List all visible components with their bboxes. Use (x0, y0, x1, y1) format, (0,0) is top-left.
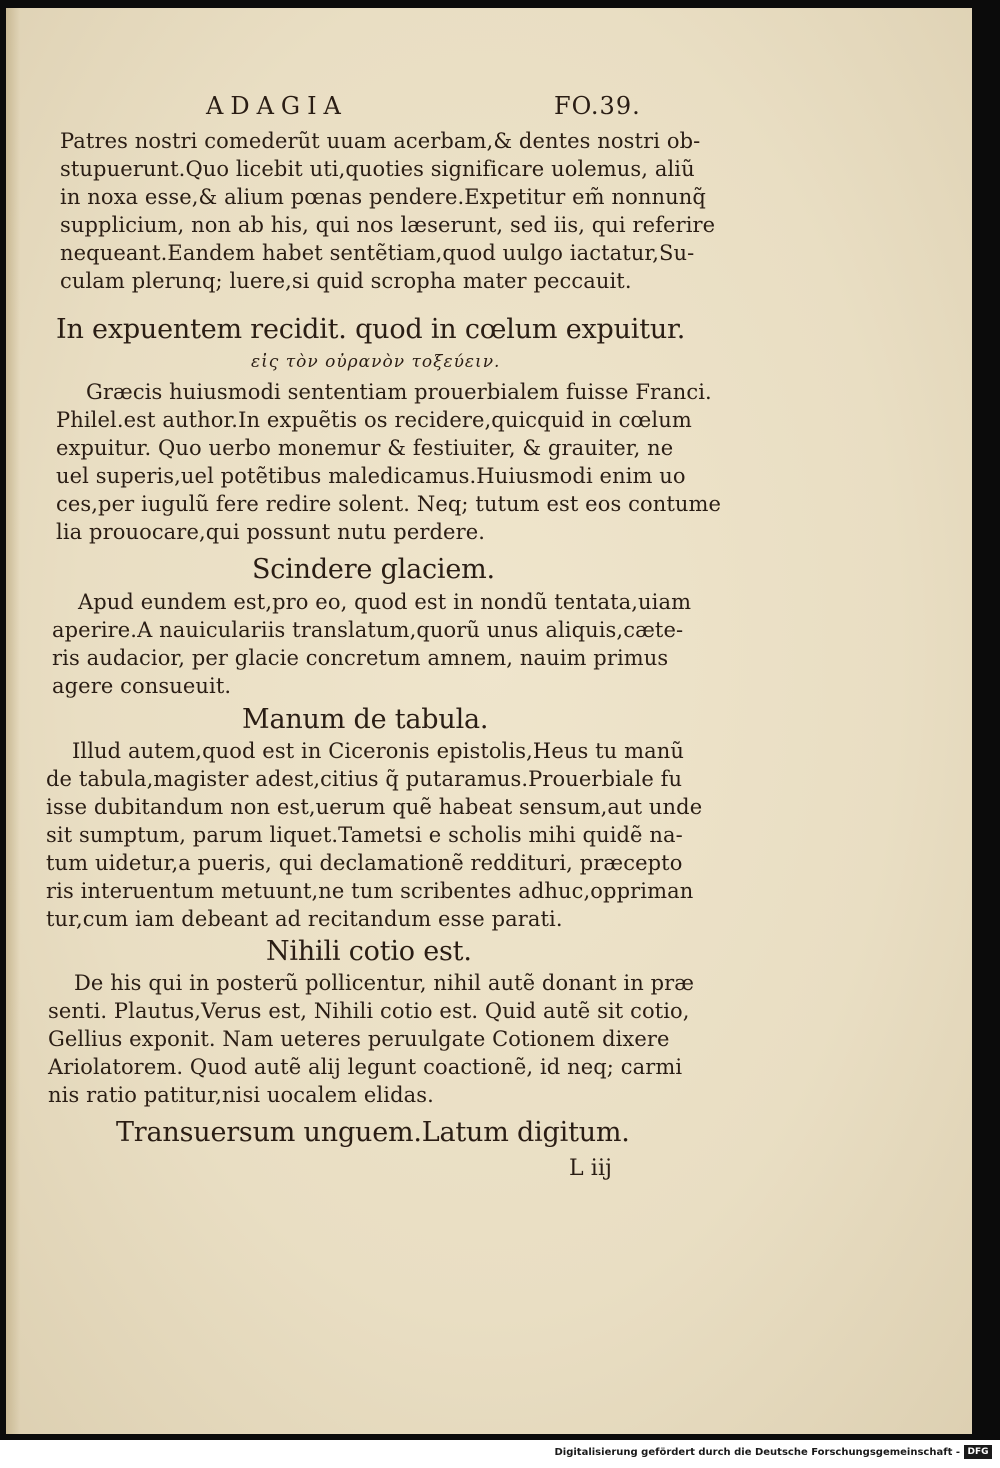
scan-margin-strip (972, 8, 1000, 1434)
book-page (6, 8, 972, 1434)
text-line: ris interuentum metuunt,ne tum scribentes adhuc,oppriman (46, 879, 694, 903)
text-line: Philel.est author.In expuẽtis os recidere,quicquid in cœlum (56, 408, 692, 432)
text-line: de tabula,magister adest,citius q̃ putaramus.Prouerbiale fu (46, 767, 683, 791)
text-line: stupuerunt.Quo licebit uti,quoties significare uolemus, aliũ (60, 157, 695, 181)
adage-heading: Nihili cotio est. (266, 936, 472, 967)
text-line: sit sumptum, parum liquet.Tametsi e scholis mihi quidẽ na- (46, 823, 683, 847)
funding-credit: Digitalisierung gefördert durch die Deutsche Forschungsgemeinschaft - (554, 1447, 960, 1458)
text-line: Græcis huiusmodi sententiam prouerbialem fuisse Franci. (86, 380, 712, 404)
text-line: nis ratio patitur,nisi uocalem elidas. (48, 1083, 434, 1107)
folio-number: FO.39. (554, 92, 641, 120)
text-line: tum uidetur,a pueris, qui declamationẽ reddituri, præcepto (46, 851, 683, 875)
adage-heading: Transuersum unguem.Latum digitum. (116, 1117, 630, 1148)
text-line: in noxa esse,& alium pœnas pendere.Expetitur em̃ nonnunq̃ (60, 185, 706, 209)
text-line: expuitur. Quo uerbo monemur & festiuiter, & grauiter, ne (56, 436, 674, 460)
dfg-logo-icon: DFG (964, 1445, 992, 1459)
signature-mark: L iij (569, 1156, 612, 1181)
text-line: ces,per iugulũ fere redire solent. Neq; tutum est eos contume (56, 492, 722, 516)
text-line: senti. Plautus,Verus est, Nihili cotio est. Quid autẽ sit cotio, (48, 999, 690, 1023)
text-line: Ariolatorem. Quod autẽ alij legunt coactionẽ, id neq; carmi (48, 1055, 683, 1079)
text-line: isse dubitandum non est,uerum quẽ habeat sensum,aut unde (46, 795, 703, 819)
running-title: ADAGIA (206, 92, 348, 120)
text-line: uel superis,uel potẽtibus maledicamus.Huiusmodi enim uo (56, 464, 686, 488)
text-line: De his qui in posterũ pollicentur, nihil autẽ donant in præ (74, 971, 695, 995)
text-line: lia prouocare,qui possunt nutu perdere. (56, 520, 486, 544)
text-line: tur,cum iam debeant ad recitandum esse parati. (46, 907, 563, 931)
greek-subtitle: εἰς τὸν οὐρανὸν τοξεύειν. (251, 352, 501, 372)
text-line: agere consueuit. (52, 674, 232, 698)
text-line: supplicium, non ab his, qui nos læserunt, sed iis, qui referire (60, 213, 716, 237)
adage-heading: Manum de tabula. (242, 704, 489, 735)
text-line: Illud autem,quod est in Ciceronis epistolis,Heus tu manũ (72, 739, 684, 763)
text-line: Apud eundem est,pro eo, quod est in nondũ tentata,uiam (78, 590, 692, 614)
text-line: culam plerunq; luere,si quid scropha mater peccauit. (60, 269, 632, 293)
text-line: Patres nostri comederũt uuam acerbam,& dentes nostri ob- (60, 129, 701, 153)
text-line: Gellius exponit. Nam ueteres peruulgate Cotionem dixere (48, 1027, 670, 1051)
adage-heading: In expuentem recidit. quod in cœlum expuitur. (56, 314, 686, 345)
text-line: ris audacior, per glacie concretum amnem, nauim primus (52, 646, 669, 670)
text-line: nequeant.Eandem habet sentẽtiam,quod uulgo iactatur,Su- (60, 241, 695, 265)
adage-heading: Scindere glaciem. (252, 554, 495, 585)
text-line: aperire.A nauiculariis translatum,quorũ unus aliquis,cæte- (52, 618, 684, 642)
